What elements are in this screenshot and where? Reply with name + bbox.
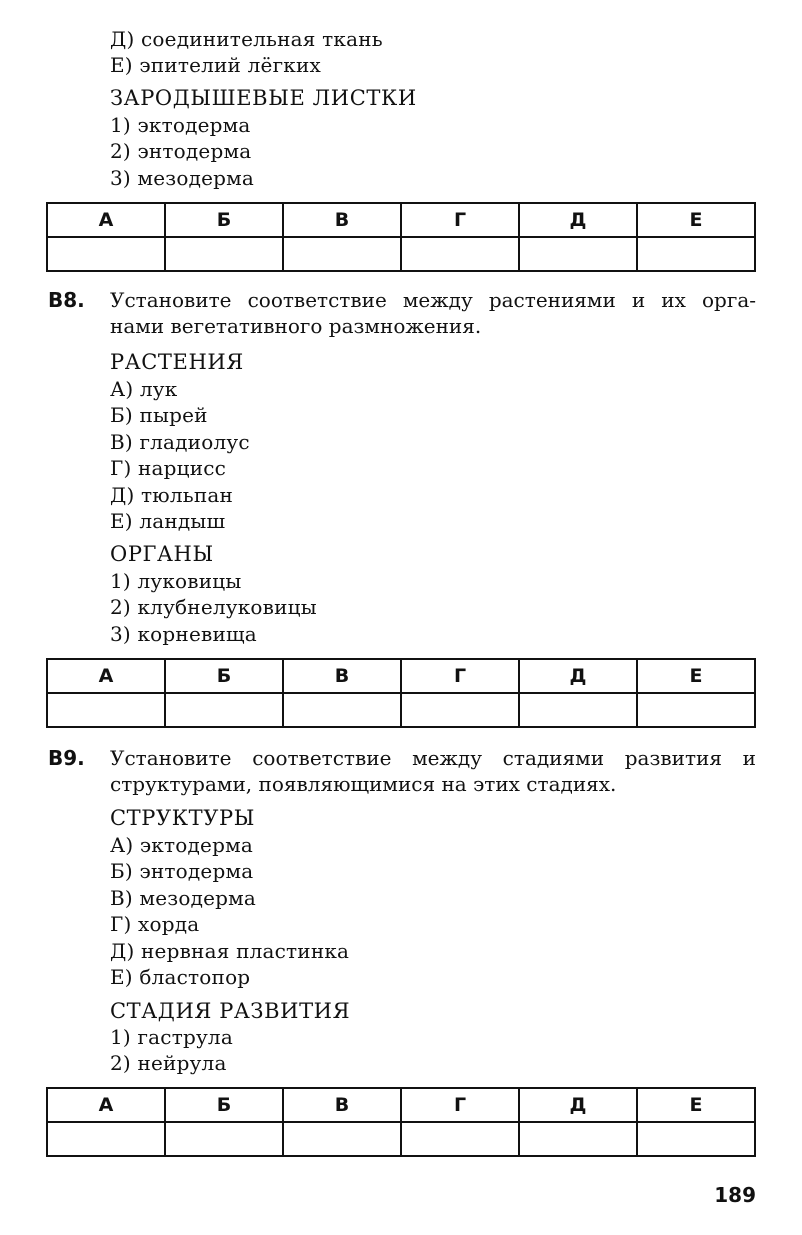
answer-table-b9 — [46, 1087, 756, 1157]
table-header-row — [47, 1088, 755, 1122]
answer-cell[interactable] — [165, 237, 283, 271]
page-number: 189 — [714, 1183, 756, 1207]
list-item: 2) клубнелуковицы — [110, 595, 317, 619]
section-heading: СТАДИЯ РАЗВИТИЯ — [110, 999, 351, 1023]
answer-cell[interactable] — [401, 693, 519, 727]
list-item: 3) корневища — [110, 622, 257, 646]
list-item: В) гладиолус — [110, 430, 250, 454]
answer-cell[interactable] — [47, 1122, 165, 1156]
section-heading: ЗАРОДЫШЕВЫЕ ЛИСТКИ — [110, 86, 417, 110]
answer-cell[interactable] — [165, 1122, 283, 1156]
question-text-line: нами вегетативного размножения. — [110, 314, 482, 338]
answer-cell[interactable] — [283, 237, 401, 271]
answer-cell[interactable] — [165, 693, 283, 727]
table-header-cell: Б — [165, 1088, 283, 1122]
list-item: Д) тюльпан — [110, 483, 234, 507]
table-answer-row — [47, 693, 755, 727]
answer-cell[interactable] — [283, 1122, 401, 1156]
list-item: Е) эпителий лёгких — [110, 53, 321, 77]
table-header-cell: Д — [519, 1088, 637, 1122]
table-header-cell: Г — [401, 203, 519, 237]
table-header-cell: Д — [519, 203, 637, 237]
answer-cell[interactable] — [401, 1122, 519, 1156]
answer-table-top — [46, 202, 756, 272]
table-header-cell: В — [283, 1088, 401, 1122]
answer-cell[interactable] — [283, 693, 401, 727]
list-item: Б) пырей — [110, 403, 208, 427]
section-heading: СТРУКТУРЫ — [110, 806, 256, 830]
list-item: А) эктодерма — [110, 833, 253, 857]
section-heading: ОРГАНЫ — [110, 542, 214, 566]
table-header-row — [47, 203, 755, 237]
answer-cell[interactable] — [47, 237, 165, 271]
list-item: Д) нервная пластинка — [110, 939, 350, 963]
table-header-cell: В — [283, 203, 401, 237]
table-header-cell: Б — [165, 659, 283, 693]
question-text-line: Установите соответствие между стадиями развития и — [110, 746, 756, 770]
table-header-cell: Д — [519, 659, 637, 693]
list-item: В) мезодерма — [110, 886, 257, 910]
list-item: Е) ландыш — [110, 509, 226, 533]
table-header-row — [47, 659, 755, 693]
table-header-cell: А — [47, 1088, 165, 1122]
list-item: 3) мезодерма — [110, 166, 255, 190]
list-item: 2) энтодерма — [110, 139, 252, 163]
answer-cell[interactable] — [519, 1122, 637, 1156]
list-item: Е) бластопор — [110, 965, 251, 989]
answer-cell[interactable] — [637, 237, 755, 271]
list-item: Д) соединительная ткань — [110, 27, 383, 51]
section-heading: РАСТЕНИЯ — [110, 350, 244, 374]
list-item: Г) хорда — [110, 912, 200, 936]
table-header-cell: Е — [637, 659, 755, 693]
answer-cell[interactable] — [637, 693, 755, 727]
list-item: Б) энтодерма — [110, 859, 254, 883]
table-header-cell: А — [47, 659, 165, 693]
answer-cell[interactable] — [519, 693, 637, 727]
list-item: А) лук — [110, 377, 178, 401]
question-number: В9. — [48, 746, 85, 770]
table-header-cell: В — [283, 659, 401, 693]
answer-cell[interactable] — [401, 237, 519, 271]
answer-cell[interactable] — [519, 237, 637, 271]
question-number: В8. — [48, 288, 85, 312]
answer-table-b8 — [46, 658, 756, 728]
list-item: Г) нарцисс — [110, 456, 227, 480]
list-item: 1) гаструла — [110, 1025, 233, 1049]
list-item: 1) эктодерма — [110, 113, 251, 137]
table-header-cell: Г — [401, 1088, 519, 1122]
answer-cell[interactable] — [47, 693, 165, 727]
question-text-line: Установите соответствие между растениями и их орга- — [110, 288, 756, 312]
table-answer-row — [47, 1122, 755, 1156]
table-header-cell: Е — [637, 1088, 755, 1122]
table-header-cell: Б — [165, 203, 283, 237]
table-header-cell: Г — [401, 659, 519, 693]
table-header-cell: Е — [637, 203, 755, 237]
table-answer-row — [47, 237, 755, 271]
question-text-line: структурами, появляющимися на этих стадиях. — [110, 772, 617, 796]
answer-cell[interactable] — [637, 1122, 755, 1156]
list-item: 1) луковицы — [110, 569, 242, 593]
list-item: 2) нейрула — [110, 1051, 227, 1075]
table-header-cell: А — [47, 203, 165, 237]
